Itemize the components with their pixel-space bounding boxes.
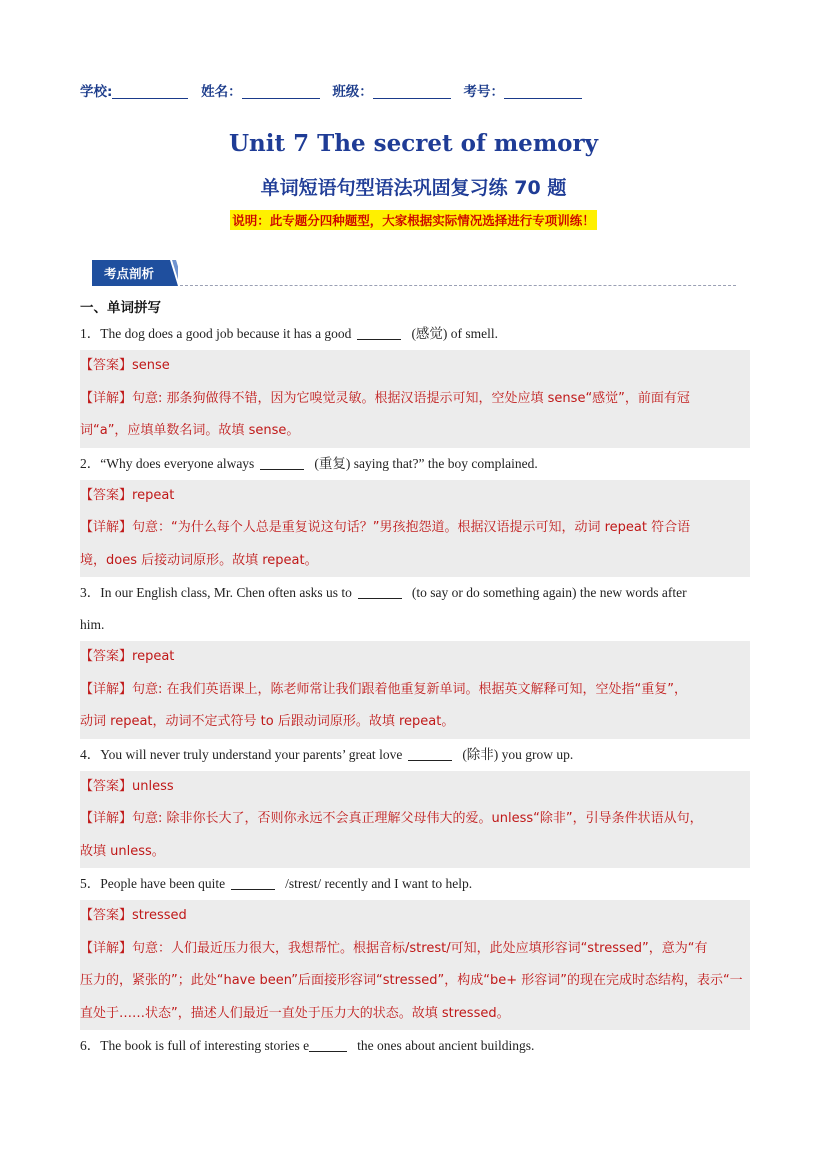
question-text-after: (to say or do something again) the new words after: [411, 585, 687, 600]
detail-text: 动词 repeat，动词不定式符号 to 后跟动词原形。故填 repeat。: [80, 714, 455, 729]
detail-text: 句意：“为什么每个人总是重复说这句话？”男孩抱怨道。根据汉语提示可知，动词 repeat 符合语: [132, 520, 691, 535]
question-text-after: him.: [80, 617, 105, 632]
detail-text: 句意: 在我们英语课上，陈老师常让我们跟着他重复新单词。根据英文解释可知，空处指“重复”，: [132, 681, 687, 697]
questions-list: [80, 318, 750, 1062]
question-1: [80, 318, 750, 350]
question-text-after: (重复) saying that?” the boy complained.: [314, 455, 538, 471]
question-6: [80, 1030, 750, 1062]
section-heading: 一、单词拼写: [80, 300, 161, 316]
section-divider: [180, 285, 736, 286]
answer-block-3: [80, 641, 750, 739]
question-3-continued: [80, 609, 750, 641]
question-text-after: (除非) you grow up.: [462, 746, 574, 762]
title-english: Unit 7 The secret of memory: [229, 130, 598, 157]
question-text-after: the ones about ancient buildings.: [357, 1038, 535, 1053]
note-wrapper: [0, 210, 827, 230]
instruction-note: 说明：此专题分四种题型，大家根据实际情况选择进行专项训练！: [230, 210, 597, 230]
question-2: [80, 448, 750, 480]
question-text: 6．The book is full of interesting stories e: [80, 1038, 310, 1053]
answer-block-5: [80, 900, 750, 1030]
answer-label: 【答案】: [80, 908, 133, 923]
detail-label: 【详解】: [80, 520, 133, 535]
answer-blank[interactable]: [408, 746, 452, 761]
answer-blank[interactable]: [309, 1037, 347, 1052]
detail-text: 句意: 除非你长大了，否则你永远不会真正理解父母伟大的爱。unless“除非”，引导条件状语从句，: [132, 811, 703, 826]
question-text-after: (感觉) of smell.: [411, 326, 499, 341]
detail-text: 压力的，紧张的”；此处“have been”后面接形容词“stressed”，构成“be+ 形容词”的现在完成时态结构，表示“一: [80, 973, 743, 988]
answer-blank[interactable]: [358, 584, 402, 599]
detail-text: 故填 unless。: [80, 843, 165, 859]
answer-blank[interactable]: [357, 325, 401, 340]
question-text: 4．You will never truly understand your parents’ great love: [80, 746, 403, 762]
question-3: [80, 577, 750, 609]
answer-label: 【答案】: [80, 778, 133, 794]
title-chinese: 单词短语句型语法巩固复习练 70 题: [260, 177, 567, 199]
question-text: 5．People have been quite: [80, 876, 226, 891]
question-text-after: /strest/ recently and I want to help.: [285, 876, 473, 891]
answer-value: repeat: [132, 649, 175, 664]
detail-label: 【详解】: [80, 940, 133, 956]
answer-label: 【答案】: [80, 487, 133, 503]
name-blank[interactable]: [242, 84, 320, 99]
answer-block-1: [80, 350, 750, 448]
class-blank[interactable]: [373, 84, 451, 99]
detail-text: 直处于……状态”，描述人们最近一直处于压力大的状态。故填 stressed。: [80, 1005, 510, 1021]
answer-label: 【答案】: [80, 358, 133, 373]
detail-label: 【详解】: [80, 390, 133, 406]
tab-label: 考点剖析: [104, 266, 155, 281]
answer-blank[interactable]: [231, 875, 275, 890]
school-label: 学校:: [80, 84, 113, 100]
section-tab: [92, 260, 178, 286]
answer-label: 【答案】: [80, 649, 133, 664]
question-5: [80, 868, 750, 900]
detail-label: 【详解】: [80, 681, 133, 697]
answer-block-2: [80, 480, 750, 578]
name-label: 姓名：: [201, 84, 242, 100]
detail-text: 境，does 后接动词原形。故填 repeat。: [80, 552, 318, 568]
answer-blank[interactable]: [260, 455, 304, 470]
class-label: 班级：: [332, 84, 373, 100]
student-info-line: [80, 80, 760, 100]
question-text: 3．In our English class, Mr. Chen often asks us to: [80, 585, 352, 600]
exam-number-blank[interactable]: [504, 84, 582, 99]
detail-text: 句意: 那条狗做得不错，因为它嗅觉灵敏。根据汉语提示可知，空处应填 sense“感觉”，前面有冠: [132, 390, 690, 406]
exam-number-label: 考号：: [463, 84, 505, 100]
answer-value: repeat: [132, 487, 175, 503]
answer-value: sense: [132, 358, 170, 373]
detail-text: 句意：人们最近压力很大，我想帮忙。根据音标/strest/可知，此处应填形容词“stressed”，意为“有: [132, 940, 708, 956]
question-text: 2．“Why does everyone always: [80, 455, 255, 471]
question-4: [80, 739, 750, 771]
answer-block-4: [80, 771, 750, 869]
school-blank[interactable]: [112, 84, 188, 99]
detail-label: 【详解】: [80, 811, 133, 826]
answer-value: unless: [132, 778, 174, 794]
detail-text: 词“a”，应填单数名词。故填 sense。: [80, 423, 300, 438]
answer-value: stressed: [132, 908, 187, 923]
question-text: 1．The dog does a good job because it has a good: [80, 326, 352, 341]
